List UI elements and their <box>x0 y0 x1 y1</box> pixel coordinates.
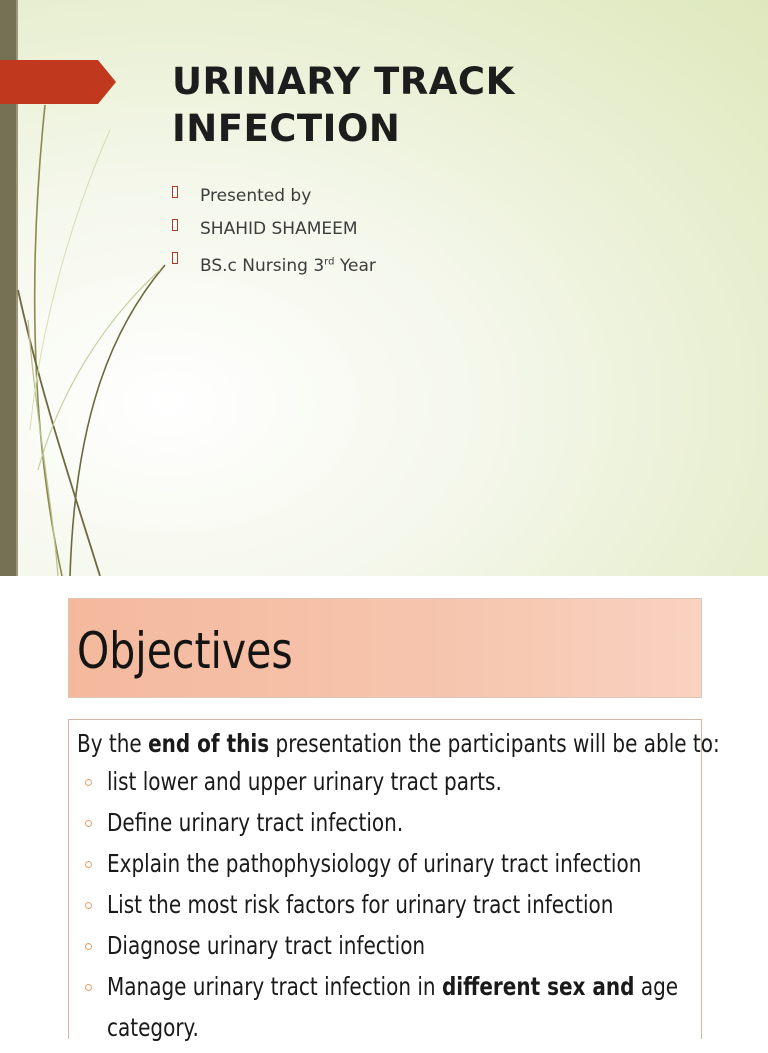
bullet-marker-icon <box>172 186 178 198</box>
presenter-list <box>172 182 376 281</box>
bullet-marker-icon <box>172 219 178 231</box>
course-text: BS.c Nursing 3rd Year <box>200 255 376 276</box>
objective-text: Explain the pathophysiology of urinary tract infection <box>107 849 642 878</box>
bullet-dot-icon <box>85 861 92 868</box>
objectives-intro: By the end of this presentation the participants will be able to: <box>77 729 720 758</box>
bullet-dot-icon <box>85 902 92 909</box>
bullet-dot-icon <box>85 820 92 827</box>
bullet-dot-icon <box>85 779 92 786</box>
objective-text: Manage urinary tract infection in different sex and age <box>107 972 679 1001</box>
bullet-dot-icon <box>85 943 92 950</box>
slide-title <box>172 58 732 152</box>
objectives-heading: Objectives <box>77 622 293 680</box>
objective-text-continuation: category. <box>107 1013 199 1042</box>
objectives-slide <box>0 576 768 1042</box>
presented-by-label: Presented by <box>200 186 312 206</box>
list-item <box>172 182 376 215</box>
title-line-2: INFECTION <box>172 107 401 150</box>
title-line-1: URINARY TRACK <box>172 60 515 103</box>
objective-text: Diagnose urinary tract infection <box>107 931 426 960</box>
bullet-marker-icon <box>172 252 178 264</box>
red-arrow-banner <box>0 60 118 104</box>
bullet-dot-icon <box>85 984 92 991</box>
objectives-header-box <box>68 598 702 698</box>
presenter-name: SHAHID SHAMEEM <box>200 219 358 239</box>
objective-text: list lower and upper urinary tract parts. <box>107 767 502 796</box>
objective-text: Define urinary tract infection. <box>107 808 404 837</box>
list-item <box>172 215 376 248</box>
objective-text: List the most risk factors for urinary tract infection <box>107 890 614 919</box>
objectives-body-box <box>68 719 720 1042</box>
list-item <box>172 248 376 281</box>
